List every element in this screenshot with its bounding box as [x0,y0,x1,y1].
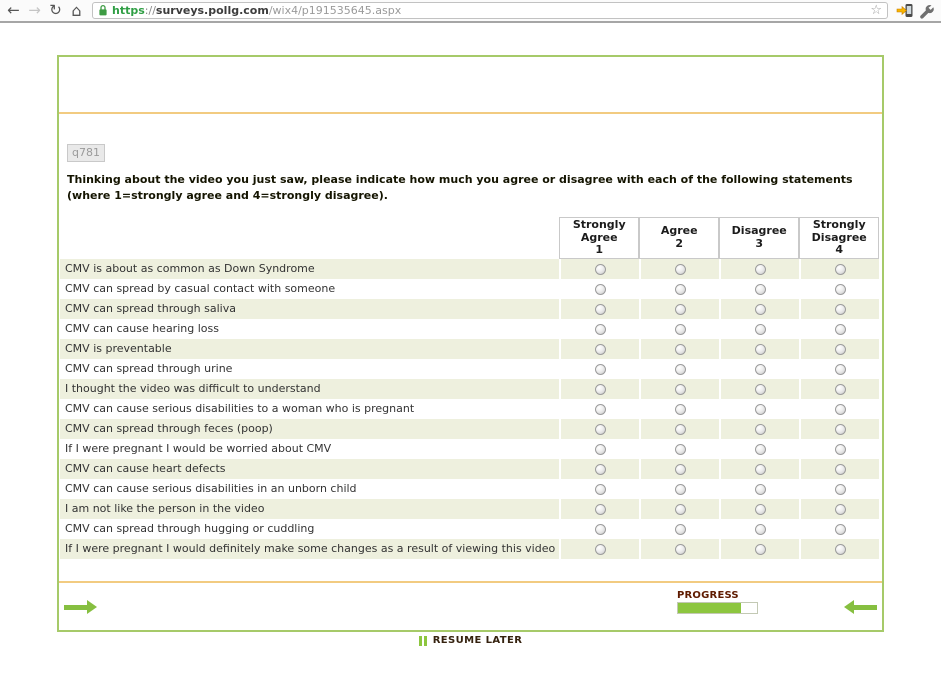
question-text: Thinking about the video you just saw, please indicate how much you agree or disagree with each of the following statements (where 1=strongly agree and 4=strongly disagree). [67,173,853,202]
radio-button[interactable] [675,504,686,515]
statement-cell: CMV can cause serious disabilities in an unborn child [65,482,357,496]
option-cell [559,299,639,319]
option-cell [719,339,799,359]
radio-button[interactable] [755,324,766,335]
statement-header-empty [60,217,559,259]
option-cell [559,359,639,379]
radio-button[interactable] [595,404,606,415]
option-cell [719,259,799,279]
option-cell [719,419,799,439]
forward-icon[interactable]: → [28,1,41,19]
next-button[interactable] [64,600,97,614]
resume-later-label: RESUME LATER [432,635,523,646]
back-icon[interactable]: ← [7,1,20,19]
option-cell [559,419,639,439]
option-cell [639,519,719,539]
column-header-1: Strongly Agree 1 [559,217,639,259]
option-cell [719,299,799,319]
table-row [60,279,879,299]
table-row [60,539,879,559]
statement-cell: If I were pregnant I would be worried about CMV [65,442,332,456]
radio-button[interactable] [755,444,766,455]
statement-cell: CMV can spread by casual contact with someone [65,282,336,296]
option-cell [799,539,879,559]
table-row [60,419,879,439]
table-row [60,479,879,499]
statement-cell: I am not like the person in the video [60,499,559,519]
survey-panel [57,55,884,632]
option-cell [799,359,879,379]
statement-cell: CMV can spread through feces (poop) [60,419,559,439]
option-cell [799,259,879,279]
radio-button[interactable] [755,264,766,275]
radio-button[interactable] [835,264,846,275]
radio-button[interactable] [595,384,606,395]
wrench-icon[interactable] [917,3,935,19]
radio-button[interactable] [595,504,606,515]
progress-bar [677,602,758,614]
radio-button[interactable] [595,484,606,495]
progress-bar-fill [678,603,741,613]
radio-button[interactable] [595,464,606,475]
radio-button[interactable] [835,424,846,435]
table-row [60,399,879,419]
option-cell [559,279,639,299]
table-row [60,379,879,399]
radio-button[interactable] [755,484,766,495]
option-cell [639,339,719,359]
radio-button[interactable] [755,344,766,355]
option-cell [639,459,719,479]
radio-button[interactable] [835,544,846,555]
option-cell [719,319,799,339]
table-header-row [60,217,879,259]
option-cell [559,399,639,419]
option-cell [799,439,879,459]
radio-button[interactable] [835,364,846,375]
statement-cell: CMV is preventable [60,339,559,359]
table-row [60,439,879,459]
option-cell [639,419,719,439]
statement-cell: CMV can cause hearing loss [65,322,219,336]
option-cell [639,379,719,399]
radio-button[interactable] [595,524,606,535]
table-row [60,459,879,479]
radio-button[interactable] [675,364,686,375]
radio-button[interactable] [595,344,606,355]
url-text: https :// surveys.pollg.com /wix4/p191535645.aspx [112,4,402,17]
radio-button[interactable] [595,544,606,555]
radio-button[interactable] [595,364,606,375]
option-cell [799,479,879,499]
radio-button[interactable] [675,484,686,495]
option-cell [559,499,639,519]
radio-button[interactable] [835,444,846,455]
option-cell [719,539,799,559]
radio-button[interactable] [675,464,686,475]
option-cell [559,379,639,399]
resume-later-link[interactable] [57,635,884,646]
radio-button[interactable] [595,324,606,335]
option-cell [799,499,879,519]
table-row [60,319,879,339]
option-cell [719,379,799,399]
option-cell [559,539,639,559]
radio-button[interactable] [835,304,846,315]
radio-button[interactable] [675,544,686,555]
option-cell [799,419,879,439]
option-cell [639,279,719,299]
radio-button[interactable] [835,404,846,415]
option-cell [639,439,719,459]
statement-cell: CMV can spread through urine [65,362,233,376]
option-cell [559,519,639,539]
radio-button[interactable] [595,444,606,455]
option-cell [799,319,879,339]
option-cell [799,519,879,539]
option-cell [639,539,719,559]
table-row [60,259,879,279]
statement-cell: CMV can cause heart defects [60,459,559,479]
radio-button[interactable] [755,424,766,435]
radio-button[interactable] [675,524,686,535]
browser-toolbar [0,0,941,21]
column-header-3: Disagree 3 [719,217,799,259]
option-cell [719,479,799,499]
back-button[interactable] [844,600,877,614]
refresh-icon[interactable]: ↻ [49,1,62,19]
send-to-phone-icon[interactable] [895,3,913,18]
option-cell [719,279,799,299]
question-id-badge: q781 [67,144,105,162]
back-arrow-icon [844,600,854,614]
table-row [60,359,879,379]
radio-button[interactable] [675,404,686,415]
option-cell [639,259,719,279]
radio-button[interactable] [835,504,846,515]
radio-button[interactable] [675,264,686,275]
option-cell [559,479,639,499]
option-cell [559,319,639,339]
chrome-page-divider [0,21,941,23]
option-cell [799,379,879,399]
statements-body [60,259,879,559]
radio-button[interactable] [675,384,686,395]
bookmark-star-icon[interactable]: ☆ [870,3,882,18]
option-cell [639,479,719,499]
radio-button[interactable] [755,464,766,475]
radio-button[interactable] [595,284,606,295]
radio-button[interactable] [675,284,686,295]
radio-button[interactable] [755,284,766,295]
option-cell [639,399,719,419]
home-icon[interactable]: ⌂ [71,0,82,20]
option-cell [639,299,719,319]
option-cell [719,459,799,479]
statement-cell: CMV can cause serious disabilities to a woman who is pregnant [65,402,415,416]
survey-footer [59,581,882,630]
option-cell [719,439,799,459]
radio-button[interactable] [675,324,686,335]
radio-button[interactable] [835,464,846,475]
column-header-4: Strongly Disagree 4 [799,217,879,259]
radio-button[interactable] [755,544,766,555]
radio-button[interactable] [755,524,766,535]
option-cell [559,339,639,359]
statement-cell: CMV is about as common as Down Syndrome [60,259,559,279]
radio-button[interactable] [755,304,766,315]
option-cell [559,459,639,479]
table-row [60,339,879,359]
option-cell [799,339,879,359]
option-cell [639,319,719,339]
statement-cell: CMV can spread through saliva [60,299,559,319]
radio-button[interactable] [835,484,846,495]
option-cell [799,399,879,419]
statement-cell: I thought the video was difficult to understand [60,379,559,399]
lock-icon [98,4,108,17]
pause-icon [419,636,427,646]
radio-button[interactable] [835,344,846,355]
option-cell [719,499,799,519]
radio-button[interactable] [675,444,686,455]
radio-button[interactable] [675,304,686,315]
statement-cell: If I were pregnant I would definitely make some changes as a result of viewing this video [60,539,559,559]
omnibox[interactable] [92,2,888,19]
radio-button[interactable] [755,404,766,415]
likert-table [60,217,879,559]
option-cell [639,359,719,379]
radio-button[interactable] [595,424,606,435]
option-cell [719,399,799,419]
option-cell [719,359,799,379]
radio-button[interactable] [595,264,606,275]
radio-button[interactable] [835,284,846,295]
table-row [60,519,879,539]
option-cell [799,299,879,319]
option-cell [639,499,719,519]
radio-button[interactable] [675,344,686,355]
option-cell [799,279,879,299]
option-cell [559,259,639,279]
statement-cell: CMV can spread through hugging or cuddling [65,522,315,536]
table-row [60,499,879,519]
table-row [60,299,879,319]
progress-label: PROGRESS [677,590,739,601]
radio-button[interactable] [755,504,766,515]
radio-button[interactable] [835,324,846,335]
radio-button[interactable] [755,384,766,395]
radio-button[interactable] [595,304,606,315]
radio-button[interactable] [835,524,846,535]
progress-indicator [677,590,759,614]
column-header-2: Agree 2 [639,217,719,259]
survey-header-band [59,57,882,114]
radio-button[interactable] [755,364,766,375]
option-cell [799,459,879,479]
radio-button[interactable] [675,424,686,435]
radio-button[interactable] [835,384,846,395]
option-cell [559,439,639,459]
option-cell [719,519,799,539]
next-arrow-icon [87,600,97,614]
